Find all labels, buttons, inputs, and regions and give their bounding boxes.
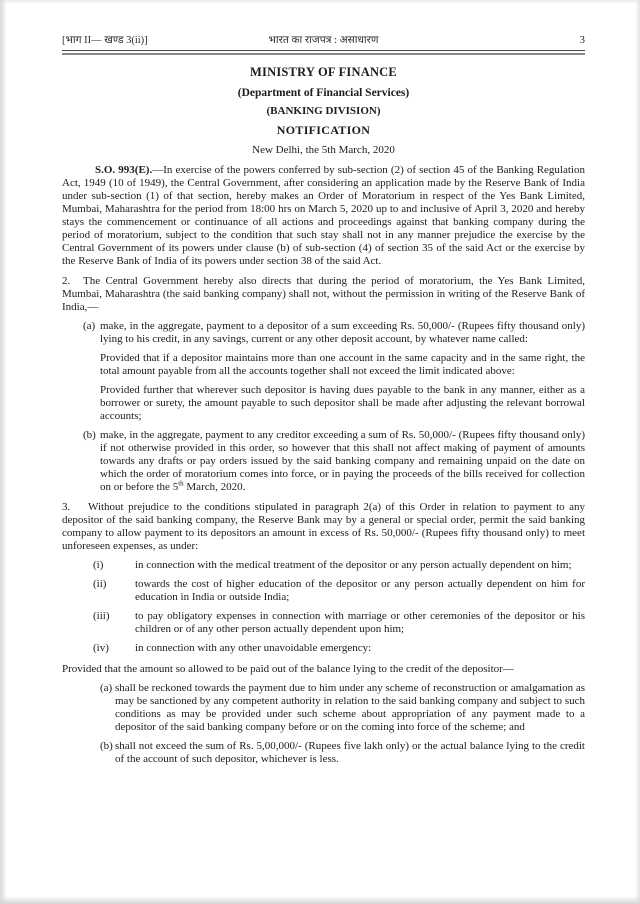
notification-title: NOTIFICATION xyxy=(276,123,371,137)
list-item-3ii-text: towards the cost of higher education of the depositor or any person actually dependent on him for education in India or outside India; xyxy=(135,578,585,603)
list-item-3ii-label: (ii) xyxy=(93,578,107,590)
final-item-b-label: (b) xyxy=(100,740,113,752)
final-proviso: Provided that the amount so allowed to be paid out of the balance lying to the credit of the depositor— xyxy=(62,663,514,675)
scan-edge-left xyxy=(0,0,7,904)
list-item-3iii-label: (iii) xyxy=(93,610,110,622)
scan-edge-right xyxy=(635,0,640,904)
division-title: (BANKING DIVISION) xyxy=(266,105,381,117)
list-item-3iii-text: to pay obligatory expenses in connection with marriage or other ceremonies of the depositor or his children or of any other person actually dependent upon him; xyxy=(135,610,585,635)
list-item-2b-text-end: March, 2020. xyxy=(183,481,246,493)
list-item-2a-label: (a) xyxy=(83,320,96,332)
list-item-3i xyxy=(62,559,585,572)
masthead-part-label: [भाग II— खण्ड 3(ii)] xyxy=(62,35,148,46)
paragraph-1 xyxy=(62,164,585,268)
list-item-3i-text: in connection with the medical treatment of the depositor or any person actually dependent on him; xyxy=(135,559,572,571)
paragraph-2-text: The Central Government hereby also directs that during the period of moratorium, the Yes Bank Limited, Mumbai, Maharashtra (the said banking company) shall not, without the permission in writing of the Reserve Bank of India,— xyxy=(62,275,585,313)
list-item-3ii xyxy=(62,578,585,604)
scan-edge-top xyxy=(0,0,640,4)
masthead-gazette-title: भारत का राजपत्र : असाधारण xyxy=(268,35,379,46)
paragraph-3 xyxy=(62,501,585,553)
masthead-page-number: 3 xyxy=(579,34,586,46)
masthead xyxy=(62,33,585,47)
masthead-double-rule xyxy=(62,50,585,55)
list-item-2b-superscript: th xyxy=(178,479,184,488)
list-item-3iv-text: in connection with any other unavoidable emergency: xyxy=(135,642,372,654)
list-item-2b-label: (b) xyxy=(83,429,96,441)
list-item-3iv xyxy=(62,642,585,655)
proviso-2a-second: Provided further that wherever such depositor is having dues payable to the bank in any manner, either as a borrower or surety, the amount payable to such depositor shall be made after adjusting the relevant borrowal accounts; xyxy=(100,384,585,422)
paragraph-2-number: 2. xyxy=(62,275,71,287)
list-item-2a xyxy=(62,320,585,346)
final-item-b-text: shall not exceed the sum of Rs. 5,00,000/- (Rupees five lakh only) or the actual balance lying to the credit of the account of such depositor, whichever is less. xyxy=(115,740,585,765)
ministry-title: MINISTRY OF FINANCE xyxy=(250,65,397,79)
paragraph-2 xyxy=(62,275,585,314)
paragraph-3-number: 3. xyxy=(62,501,71,513)
paragraph-3-text: Without prejudice to the conditions stipulated in paragraph 2(a) of this Order in relation to payment to any depositor of the said banking company, the Reserve Bank may by a general or special order, permit the said banking company to allow payment to its depositors an amount in excess of Rs. 50,000/- (Rupees fifty thousand only) to meet unforeseen expenses, as under: xyxy=(62,501,585,552)
scan-edge-bottom xyxy=(0,896,640,904)
proviso-2a-first: Provided that if a depositor maintains more than one account in the same capacity and in the same right, the total amount payable from all the accounts together shall not exceed the limit indicated above: xyxy=(100,352,585,377)
paragraph-1-text: —In exercise of the powers conferred by sub-section (2) of section 45 of the Banking Regulation Act, 1949 (10 of 1949), the Central Government, after considering an application made by the Reserve Bank of India under sub-section (1) of that section, hereby makes an Order of Moratorium in respect of the Yes Bank Limited, Mumbai, Maharashtra for the period from 18:00 hrs on March 5, 2020 up to and inclusive of April 3, 2020 and hereby stays the commencement or continuance of all actions and proceedings against that banking company during the period of moratorium, subject to the condition that such stay shall not in any manner prejudice the exercise by the Central Government of its powers under clause (b) of sub-section (4) of section 35 of the said Act or the exercise by the Reserve Bank of India of its powers under section 38 of the said Act. xyxy=(62,164,585,267)
department-title: (Department of Financial Services) xyxy=(237,87,410,99)
notification-body xyxy=(62,164,585,766)
list-item-3iii xyxy=(62,610,585,636)
final-item-a xyxy=(62,682,585,734)
final-item-a-text: shall be reckoned towards the payment due to him under any scheme of reconstruction or amalgamation as may be sanctioned by any competent authority in relation to the said banking company and subject to such conditions as may be provided under such scheme about appropriation of any payment made to a depositor of the said banking company before or on the coming into force of the scheme; and xyxy=(115,682,585,733)
document-headings xyxy=(62,65,585,156)
list-item-2b-text: make, in the aggregate, payment to any creditor exceeding a sum of Rs. 50,000/- (Rupees fifty thousand only) if not otherwise provided in this order, so however that this shall not affect making of payment of amounts towards any drafts or pay orders issued by the said banking company and remaining unpaid on the date on which the order of moratorium comes into force, or in paying the proceeds of the bills received for collection on or before the 5 xyxy=(100,429,585,493)
so-number: S.O. 993(E). xyxy=(95,164,153,176)
final-item-a-label: (a) xyxy=(100,682,113,694)
list-item-3i-label: (i) xyxy=(93,559,104,571)
list-item-2b xyxy=(62,429,585,494)
list-item-2a-text: make, in the aggregate, payment to a depositor of a sum exceeding Rs. 50,000/- (Rupees fifty thousand only) lying to his credit, in any savings, current or any other deposit account, by whatever name called: xyxy=(100,320,585,345)
final-item-b xyxy=(62,740,585,766)
dateline: New Delhi, the 5th March, 2020 xyxy=(252,144,395,156)
list-item-3iv-label: (iv) xyxy=(93,642,109,654)
